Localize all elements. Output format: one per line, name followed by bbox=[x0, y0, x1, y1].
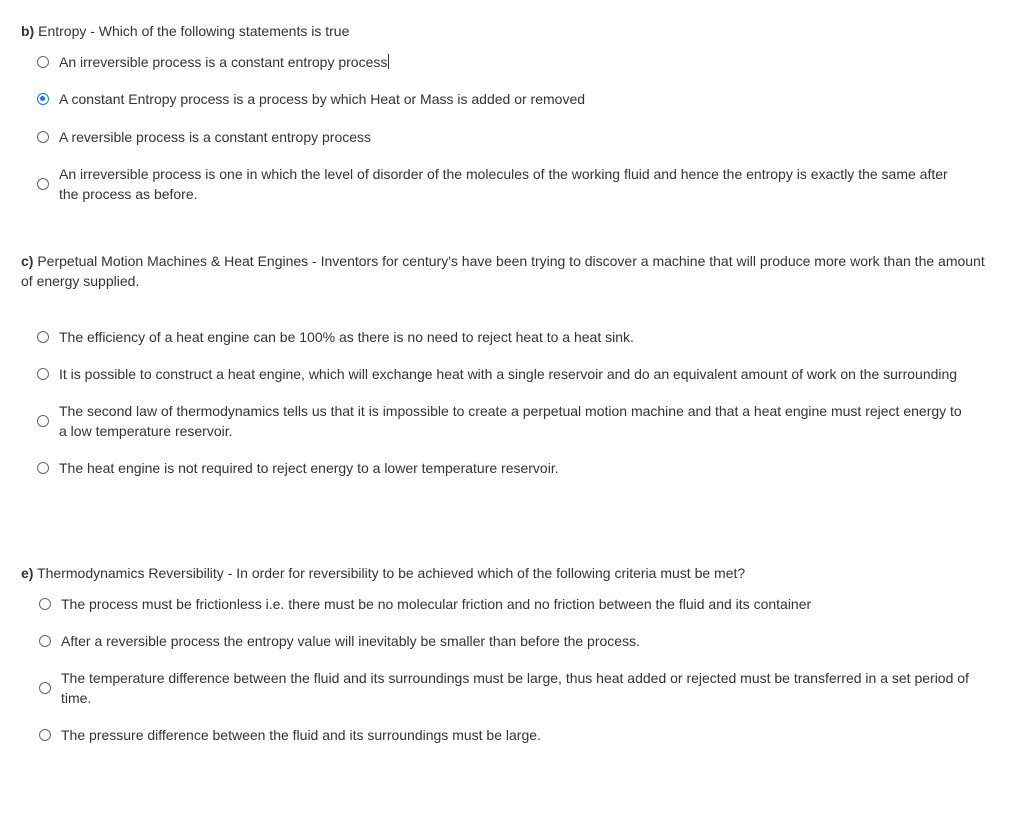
question-c-option-4[interactable] bbox=[37, 458, 967, 478]
question-c-option-3[interactable] bbox=[37, 401, 967, 441]
option-label[interactable]: An irreversible process is a constant entropy process bbox=[59, 54, 388, 70]
option-label[interactable]: It is possible to construct a heat engine, which will exchange heat with a single reservoir and do an equivalent amount of work on the surrounding bbox=[59, 366, 958, 382]
question-e-option-3[interactable] bbox=[39, 668, 969, 708]
question-e-text: Thermodynamics Reversibility - In order for reversibility to be achieved which of the following criteria must be met? bbox=[37, 565, 746, 581]
radio-button[interactable] bbox=[37, 331, 49, 343]
radio-button[interactable] bbox=[37, 131, 49, 143]
radio-button[interactable] bbox=[37, 368, 49, 380]
radio-button[interactable] bbox=[39, 729, 51, 741]
question-c-option-2[interactable] bbox=[37, 364, 967, 384]
question-c-text: Perpetual Motion Machines & Heat Engines - Inventors for century's have been trying to discover a machine that will produce more work than the amount of energy supplied. bbox=[21, 253, 985, 289]
option-label[interactable]: A constant Entropy process is a process by which Heat or Mass is added or removed bbox=[59, 91, 586, 107]
radio-button[interactable] bbox=[37, 178, 49, 190]
text-cursor bbox=[388, 54, 389, 69]
question-e bbox=[21, 563, 991, 583]
question-b-option-2[interactable] bbox=[37, 89, 967, 109]
radio-button[interactable] bbox=[39, 635, 51, 647]
question-b-option-1[interactable] bbox=[37, 52, 967, 72]
option-label[interactable]: After a reversible process the entropy value will inevitably be smaller than before the process. bbox=[61, 633, 640, 649]
question-c-option-1[interactable] bbox=[37, 327, 967, 347]
option-label[interactable]: The pressure difference between the fluid and its surroundings must be large. bbox=[61, 727, 541, 743]
radio-button[interactable] bbox=[39, 598, 51, 610]
question-e-option-4[interactable] bbox=[39, 725, 969, 745]
question-c-title bbox=[21, 251, 991, 291]
option-label[interactable]: The heat engine is not required to reject energy to a lower temperature reservoir. bbox=[59, 460, 559, 476]
radio-button-selected[interactable] bbox=[37, 93, 49, 105]
question-b-title bbox=[21, 21, 991, 41]
question-e-title bbox=[21, 563, 991, 583]
question-b bbox=[21, 21, 991, 41]
question-b-option-3[interactable] bbox=[37, 127, 967, 147]
option-label[interactable]: The efficiency of a heat engine can be 100% as there is no need to reject heat to a heat sink. bbox=[59, 329, 634, 345]
question-c-prefix: c) bbox=[21, 253, 34, 269]
question-b-option-4[interactable] bbox=[37, 164, 967, 204]
radio-button[interactable] bbox=[39, 682, 51, 694]
option-label[interactable]: The temperature difference between the fluid and its surroundings must be large, thus heat added or rejected must be transferred in a set period of time. bbox=[61, 670, 969, 706]
question-c bbox=[21, 251, 991, 291]
option-label[interactable]: The process must be frictionless i.e. there must be no molecular friction and no friction between the fluid and its container bbox=[61, 596, 812, 612]
radio-button[interactable] bbox=[37, 56, 49, 68]
question-b-prefix: b) bbox=[21, 23, 35, 39]
radio-button[interactable] bbox=[37, 462, 49, 474]
question-b-text: Entropy - Which of the following statements is true bbox=[38, 23, 350, 39]
option-label[interactable]: An irreversible process is one in which the level of disorder of the molecules of the working fluid and hence the entropy is exactly the same after the process as before. bbox=[59, 166, 948, 202]
question-e-prefix: e) bbox=[21, 565, 34, 581]
option-label[interactable]: A reversible process is a constant entropy process bbox=[59, 129, 372, 145]
question-e-option-1[interactable] bbox=[39, 594, 969, 614]
question-e-option-2[interactable] bbox=[39, 631, 969, 651]
radio-button[interactable] bbox=[37, 415, 49, 427]
option-label[interactable]: The second law of thermodynamics tells us that it is impossible to create a perpetual motion machine and that a heat engine must reject energy to a low temperature reservoir. bbox=[59, 403, 962, 439]
